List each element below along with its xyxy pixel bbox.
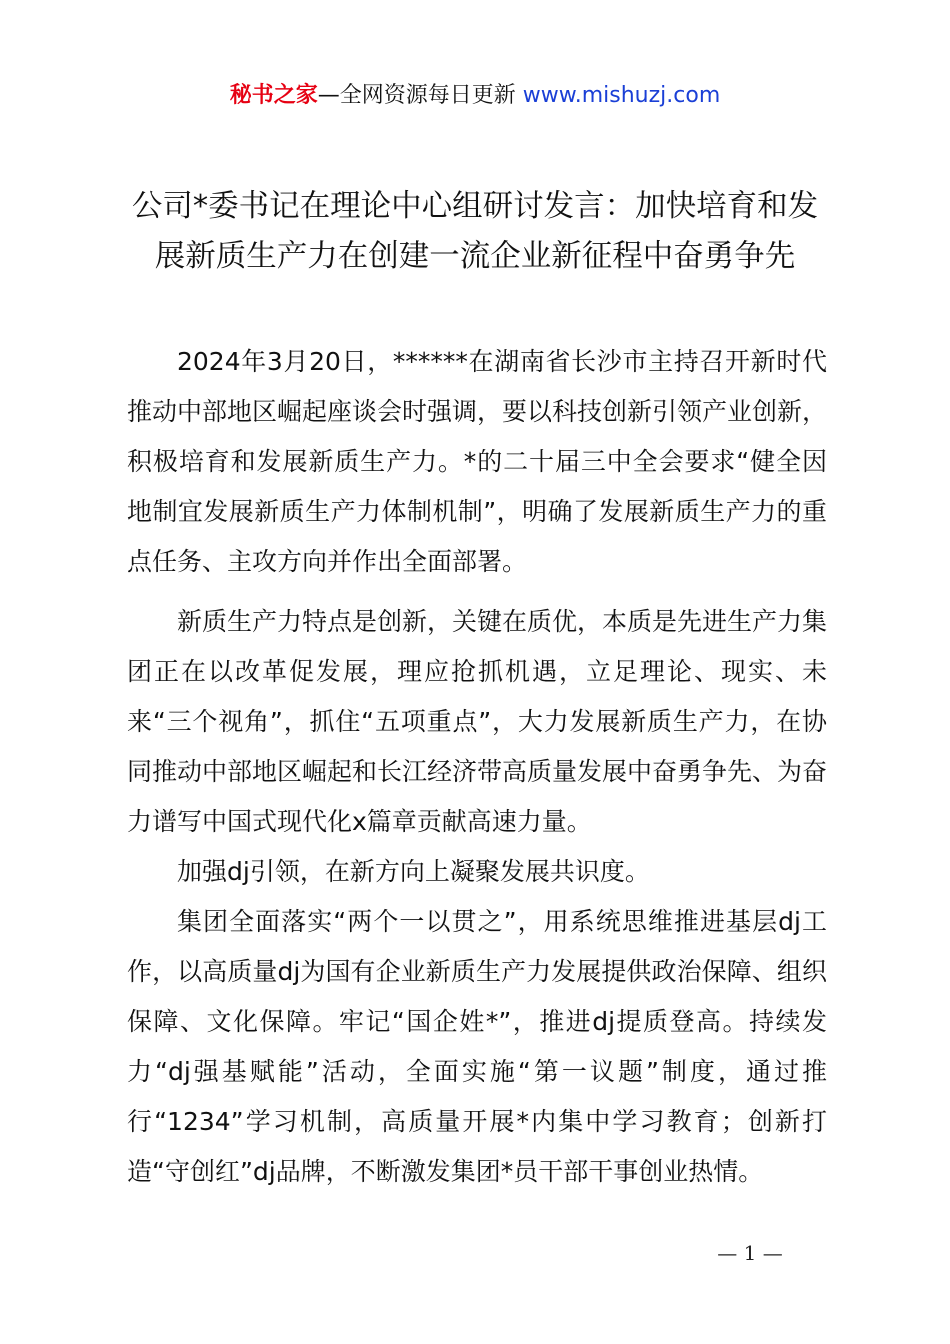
document-title: 公司*委书记在理论中心组研讨发言：加快培育和发展新质生产力在创建一流企业新征程中奋勇争先: [131, 189, 819, 274]
site-banner: [0, 80, 950, 112]
paragraph-heading: 加强dj引领，在新方向上凝聚发展共识度。: [177, 857, 650, 886]
banner-slogan: —全网资源每日更新: [317, 83, 516, 108]
banner-url-link[interactable]: www.mishuzj.com: [522, 83, 721, 108]
paragraph-party-building: 集团全面落实“两个一以贯之”，用系统思维推进基层dj工作，以高质量dj为国有企业新质生产力发展提供政治保障、组织保障、文化保障。牢记“国企姓*”，推进dj提质登高。持续发力“dj强基赋能”活动，全面实施“第一议题”制度，通过推行“1234”学习机制，高质量开展*内集中学习教育；创新打造“守创红”dj品牌，不断激发集团*员干部干事创业热情。: [127, 907, 827, 1186]
paragraph-intro: 2024年3月20日，******在湖南省长沙市主持召开新时代推动中部地区崛起座谈会时强调，要以科技创新引领产业创新，积极培育和发展新质生产力。*的二十届三中全会要求“健全因地制宜发展新质生产力体制机制”，明确了发展新质生产力的重点任务、主攻方向并作出全面部署。: [127, 347, 828, 576]
paragraph-features: 新质生产力特点是创新，关键在质优，本质是先进生产力集团正在以改革促发展，理应抢抓机遇，立足理论、现实、未来“三个视角”，抓住“五项重点”，大力发展新质生产力，在协同推动中部地区崛起和长江经济带高质量发展中奋勇争先、为奋力谱写中国式现代化x篇章贡献高速力量。: [127, 607, 828, 836]
page-number: — 1 —: [717, 1241, 783, 1265]
document-body: [127, 337, 827, 1197]
banner-brand: 秘书之家: [229, 83, 318, 108]
